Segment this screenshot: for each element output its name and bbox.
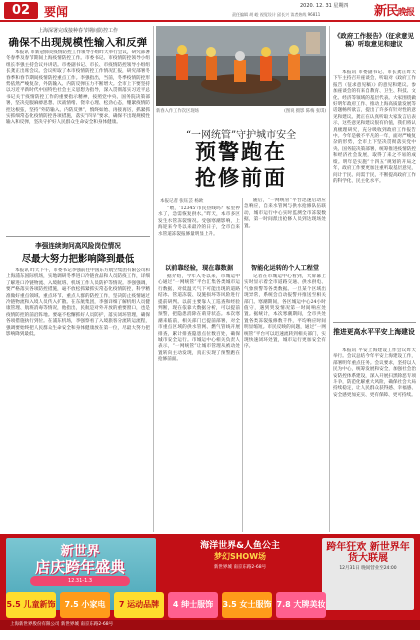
divider — [6, 236, 150, 237]
ad-title: 新世界 — [60, 544, 100, 559]
byline: 本报记者 张钰芸 杨欧 — [160, 199, 204, 204]
ad-date-pill: 12.31-1.3 — [30, 576, 130, 586]
article-body-2: 本报讯 昨天下午，市委书记李强前往中国东方航空集团有限公司和上海浦东国际机场，实地调研冬季进口冷链食品和人员防疫工作，详细了解进口冷链物流、入境航班、机场工作人员防护等情况。李强强调，要严格落实各项防控措施，毫不放松抓紧抓实常态化疫情防控，科学精准做好重点领域、重点环节、重点人群的防控工作，坚决防止疫情通过冷链物流和入境人员传入扩散。在东航集团，李强详细了解机组人员健康管理、航班消毒等情况，他指出，民航是对外开放的重要窗口，也是疫情防控的前沿阵地。要毫不松懈抓好人员防护，落实闭环管理，确保各项措施执行到位。在浦东机场，李强察看了入境旅客分流转运流程，强调要始终把人民群众生命安全和身体健康放在第一位，尽最大努力把影响降到最低。 — [6, 268, 150, 338]
photo-credit: (图说 摄影 陈梅 张琪) — [284, 109, 326, 114]
feature-kicker: “一网统管”守护城市安全 — [185, 130, 297, 141]
ad-mid-address: 新世界城 南京东路2-68号 — [213, 565, 267, 570]
discount-badge: 5.5 儿童新饰 — [6, 592, 56, 618]
column-divider — [329, 26, 330, 532]
section-title: 要闻 — [44, 5, 69, 19]
photo-caption — [156, 108, 326, 114]
discount-badge: 7 运动品牌 — [114, 592, 164, 618]
feature-headline-line-1: 预警跑在 — [195, 139, 287, 164]
divider — [333, 322, 416, 323]
article-kicker: 上海深署完成接种春节期间防控工作 — [37, 28, 118, 34]
ad-discount-badges — [6, 592, 326, 618]
right-article-body: 本报讯 市委副书记、市长龚正昨天下午主持召开座谈会，听取对《政府工作报告（征求意见稿）》的意见和建议。参加座谈会的有来自教育、卫生、科技、文化、经济等领域的基层代表。大家围绕做好明年政府工作、推动上海高质量发展等话题畅所欲言，提出了许多有针对性的意见和建议。龚正在认真听取大家发言后表示，这些意见和建议很有价值，我们将认真梳理研究，充分吸收到政府工作报告中。今年是极不平凡的一年，面对严峻复杂的形势，全市上下坚决贯彻落实党中央、国务院决策部署，统筹推进疫情防控和经济社会发展，取得了来之不易的成绩。明年是实施“十四五”规划的开局之年，政府工作要更加注重听取基层意见，问计于民、问需于民，不断提高政府工作的科学化、民主化水平。 — [333, 70, 416, 184]
feature-headline-line-2: 抢修前面 — [195, 165, 287, 190]
page-number: 02 — [4, 2, 38, 19]
feature-body-a: “喂，‘12345’市民热线吗？家里停水了，急需恢复供水。”昨天，本市多区发生水管冻裂情况。受强寒潮影响，上海迎来今冬以来最冷的日子，全市自来水管道冻裂报修量明显上升。 — [158, 206, 240, 237]
article-headline-2: 尽最大努力把影响降到最低 — [21, 254, 135, 265]
ad-right-title: 跨年狂欢 新世界年货大联展 — [326, 542, 410, 564]
right-headline: 《政府工作报告》（征求意见稿）听取意见和建议 — [334, 32, 414, 48]
newspaper-logo — [374, 0, 414, 19]
advertisement — [0, 534, 420, 630]
right-headline-2: 推进更高水平平安上海建设 — [333, 328, 415, 336]
ad-footer: 上海新世界股份有限公司 新世界城 南京东路2-68号 — [0, 620, 420, 630]
column-divider — [153, 26, 154, 532]
photo-scene — [156, 26, 326, 106]
discount-badge: 3.5 女士服饰 — [222, 592, 272, 618]
photo-caption-text: 新春入作工作次区现场 — [156, 109, 199, 114]
article-kicker-2: 李强连续询问高风险岗位情况 — [35, 242, 121, 250]
news-photo — [156, 26, 326, 106]
right-article-body-2: 本报讯 平安上海建设工作会议昨天举行。会议总结今年平安上海建设工作，部署明年重点任务。会议要求，坚持以人民为中心，统筹发展和安全，加强社会治安防控体系建设，深入开展扫黑除恶专项斗争，防范化解重大风险，确保社会大局持续稳定，让人民群众获得感、幸福感、安全感更加充实、更有保障、更可持续。 — [333, 348, 416, 398]
article-body: 本报讯 市新冠肺炎疫情防控工作领导小组昨天举行会议，研究部署冬春季及春节期间上海疫情防控工作。市委书记、市疫情防控领导小组组长李强主持会议并讲话。市委副书记、市长、市疫情防控领导小组组长龚正出席会议。会议听取了本市疫情防控工作情况汇报，研究部署冬春季和春节期间疫情防控重点工作。李强指出，当前，冬季疫情防控形势依然严峻复杂，外防输入、内防反弹压力不断增大。全市上下要坚持以习近平新时代中国特色社会主义思想为指导，深入贯彻落实习近平总书记关于疫情防控工作的重要指示精神，按照党中央、国务院决策部署，坚决克服麻痹思想、厌战情绪、侥幸心理、松劲心态，绷紧疫情防控这根弦，坚持“外防输入、内防反弹”，慎终如始、再接再厉，抓紧抓实抓细常态化疫情防控各项措施，落实“四早”要求，确保不出现规模性输入和反弹，坚决守护好人民群众生命安全和身体健康。 — [6, 50, 150, 126]
feature-subheading-b: 智能化运转的个人工程堂 — [250, 265, 320, 272]
feature-body-d: 记者在市城运中心看到，大屏幕上实时显示着全市道路交通、供水供电、气象预警等各类数据。一旦某个区域出现异常，系统会自动报警并推送至相关部门。寒潮期间，各区城运中心24小时值守，遇到突发情况第一时间响应处置。据统计，本次寒潮期间，全市共处置各类冻裂报修数千件，平均响应时间明显缩短。市民反映的问题，通过“一网统管”平台可以迅速流转到相关部门，实现快速闭环处置，城市运行更加安全有序。 — [244, 274, 326, 350]
feature-subheading-a: 以前靠经验，现在靠数据 — [164, 265, 234, 272]
ad-mid-title: 海洋世界&人鱼公主 — [200, 541, 280, 551]
logo-main: 新民 — [374, 4, 399, 19]
discount-badge: 4 绅士服饰 — [168, 592, 218, 618]
ad-title-2: 店庆跨年盛典 — [34, 558, 125, 576]
discount-badge: 7.5 小家电 — [60, 592, 110, 618]
feature-body-b: 随后，“一网统管”平台迅速启动应急响应，自来水管网与供水抢修队伍联动，城市运行中心实时监测全市冻裂数据，第一时间派出抢修人员到达现场处置。 — [244, 198, 326, 229]
column-divider — [242, 198, 243, 532]
feature-headline — [156, 139, 326, 191]
ad-right-subtitle: 12月31日 晚间营业至24:00 — [339, 566, 397, 571]
ad-mid-subtitle: 梦幻SHOW场 — [213, 552, 267, 561]
editor-credits: 责任编辑 胡 峻 视觉设计 邱长兴 读者热线 96811 — [232, 12, 321, 17]
feature-body-c: 据介绍，今年入冬以来，市城运中心通过“一网统管”平台汇集各类城市运行数据，对低温天气下可能出现的道路结冰、管道冻裂、设施损坏等风险进行提前研判。以前主要靠人工巡查和经验判断，现在依靠大数据分析，可以提前预警，把隐患消除在萌芽状态。本次寒潮来临前，相关部门已提前部署，对全市重点区域的供水管网、燃气管线开展排查，累计排查隐患点位数百处，确保城市安全运行。市城运中心相关负责人表示，“一网统管”让城市管理从被动处置转向主动发现，真正实现了预警跑在抢修前面。 — [158, 274, 240, 363]
logo-sub: 晚报 — [398, 8, 415, 18]
article-headline: 确保不出现规模性输入和反弹 — [8, 37, 148, 49]
discount-badge: 7.8 大牌美妆 — [276, 592, 326, 618]
issue-date: 2020. 12. 31 星期四 — [300, 3, 349, 9]
masthead — [0, 0, 420, 22]
